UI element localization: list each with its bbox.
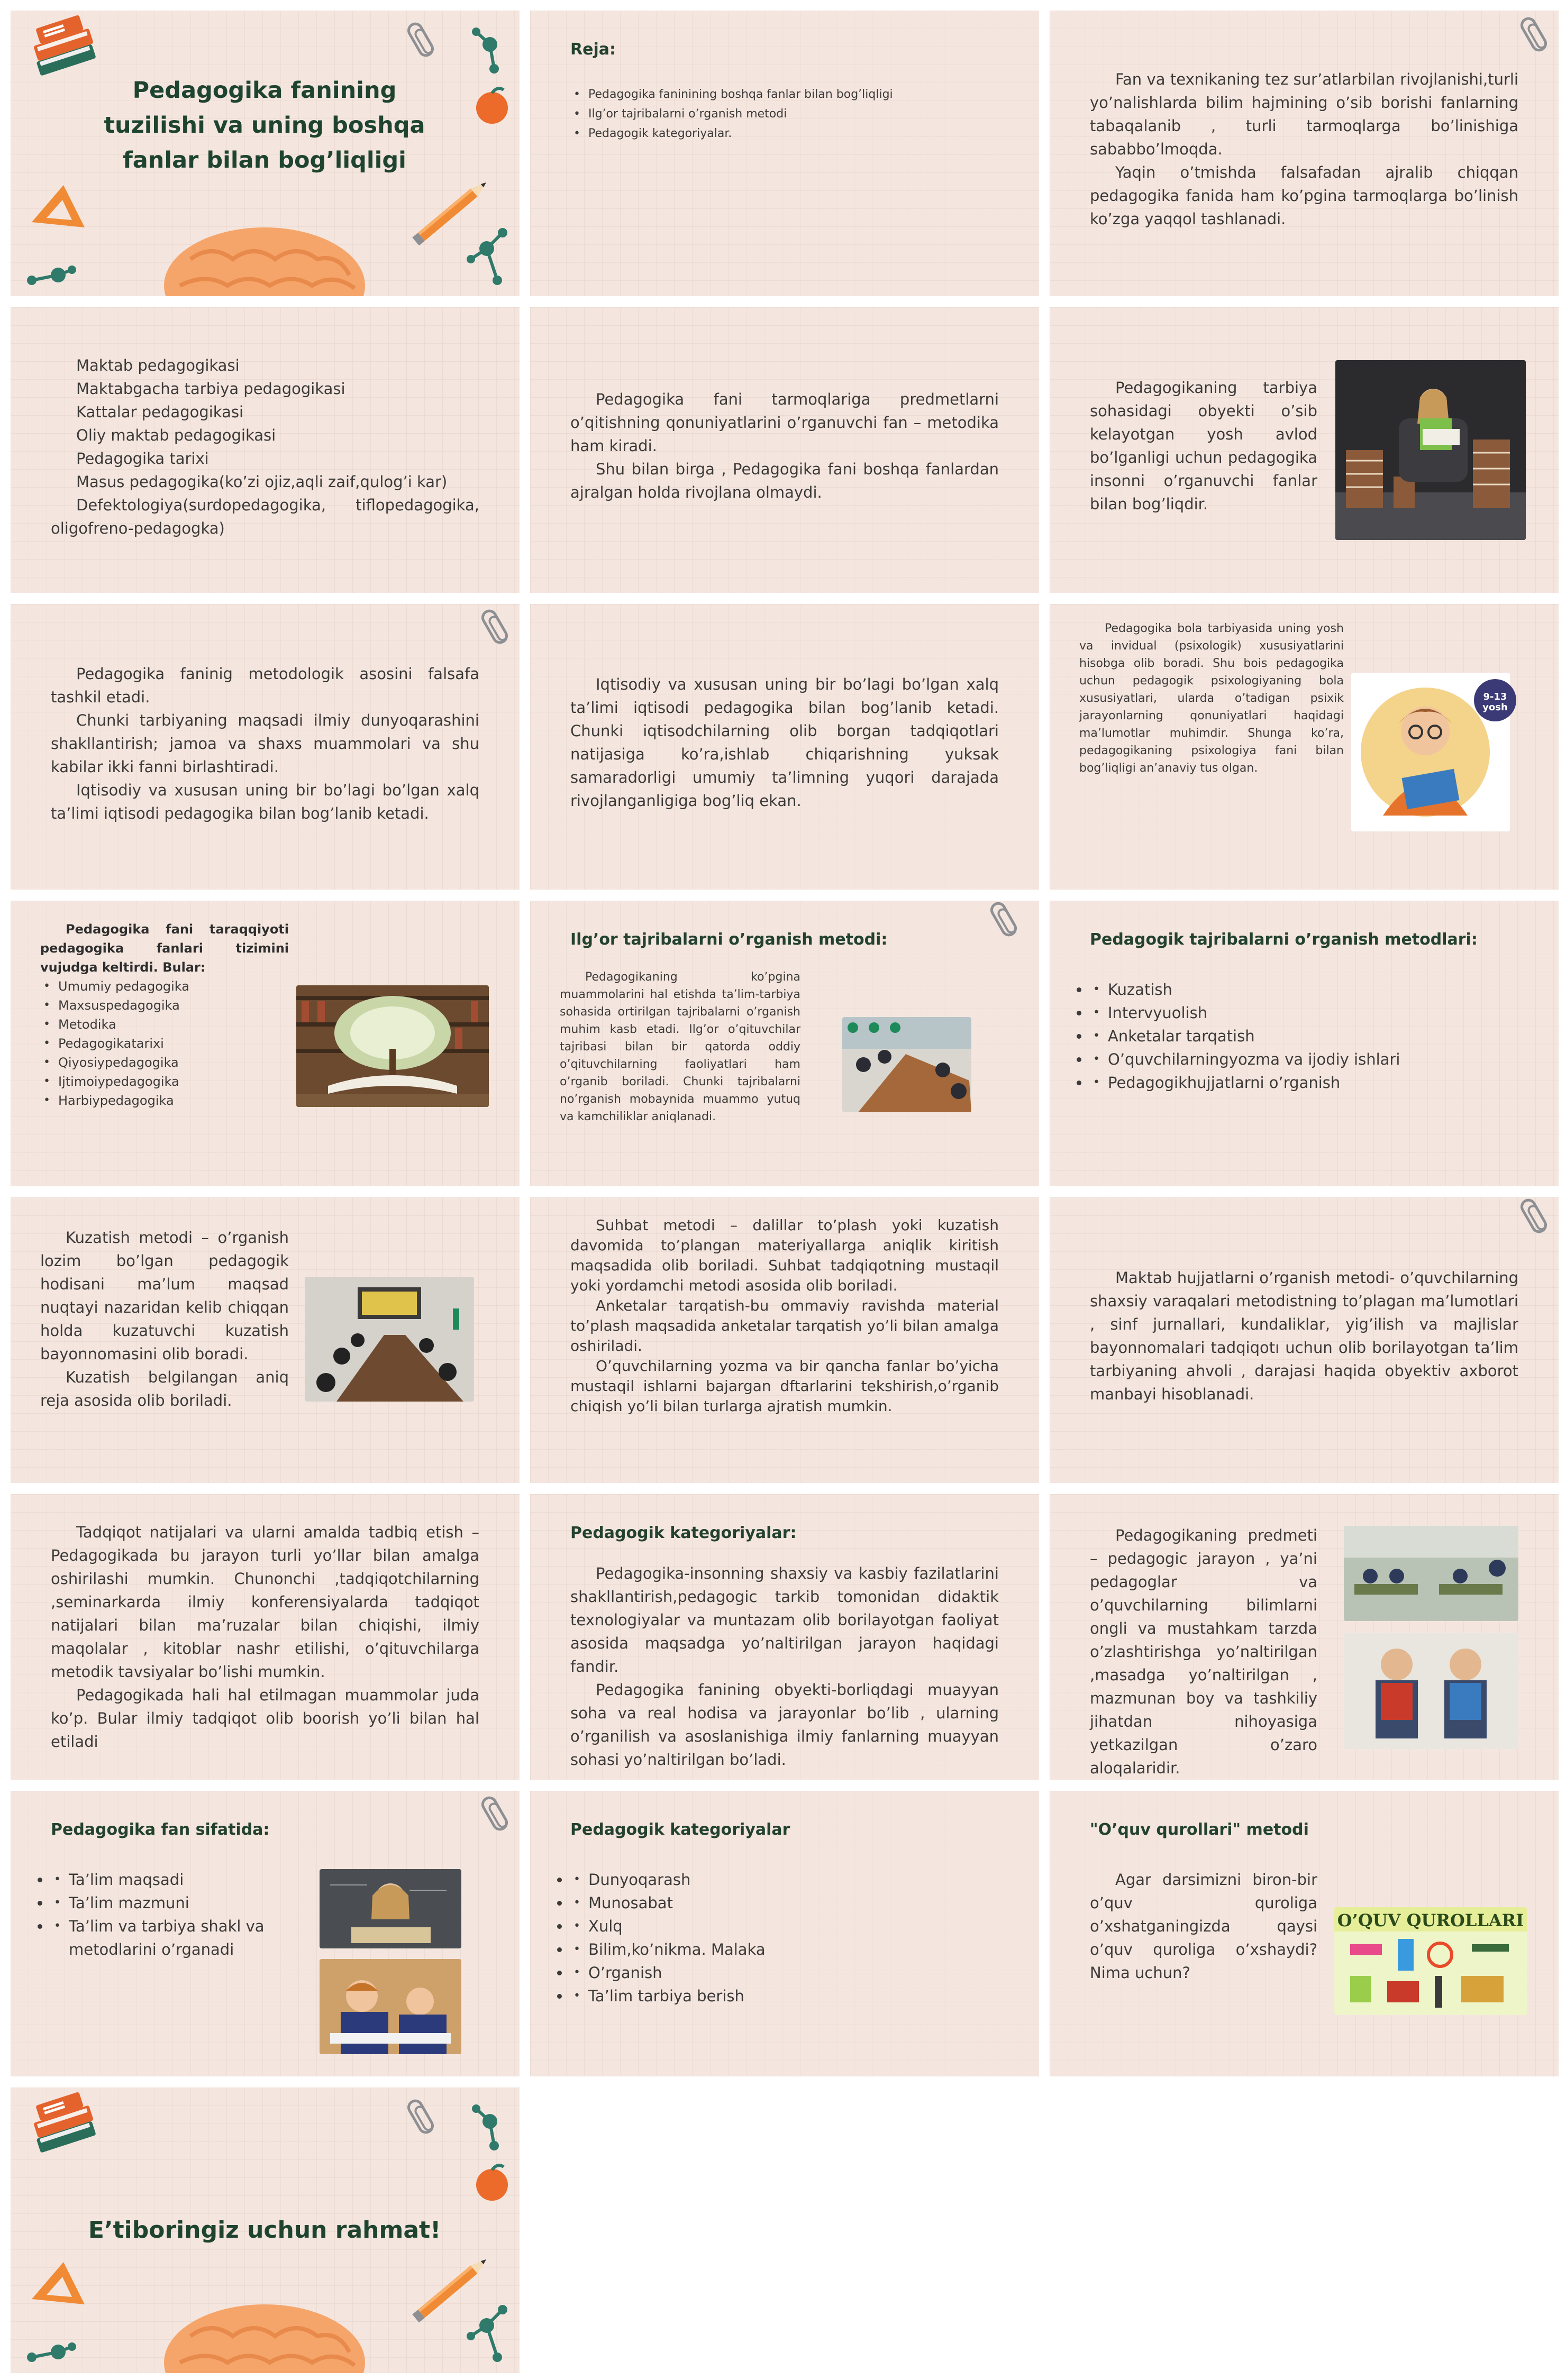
system-text (40, 920, 289, 1110)
category-item: • • Bilim,ko’nikma. Malaka (570, 1938, 999, 1961)
methods-list (1090, 978, 1518, 1094)
slide-branches (11, 307, 520, 593)
branch-item: Maktabgacha tarbiya pedagogikasi (76, 380, 345, 398)
slide-psychology (1050, 604, 1559, 890)
methods-heading: Pedagogik tajribalarni o’rganish metodlari: (1090, 930, 1478, 949)
system-list (40, 977, 289, 1110)
plan-item: • Ilg’or tajribalarni o’rganish metodi (570, 104, 893, 124)
economy-text (570, 673, 999, 812)
book-tree-photo (296, 985, 489, 1107)
observation-text (40, 1226, 289, 1412)
category-item: • • Munosabat (570, 1891, 999, 1915)
reading-books-photo (1335, 360, 1526, 540)
best-practice-text (560, 968, 800, 1125)
system-item: • Pedagogikatarixi (40, 1034, 289, 1053)
paragraph: Pedagogikaning tarbiya sohasidagi obyekti o’sib kelayotgan yosh avlod bo’lganligi uchun pedagogika insonni o’rganuvchi fanlar bilan bog’liqdir. (1090, 379, 1317, 513)
paragraph: Iqtisodiy va xususan uning bir bo’lagi bo’lgan xalq ta’limi iqtisodi pedagogika bilan bog’lanib ketadi. Chunki iqtisodchilarning olib borgan tadqiqotlari natijasiga ko’ra,ishlab chiqarishning yuksak samaradorligi umumiy ta’limning yuqori darajada rivojlanganligiga bog’liq ekan. (570, 675, 999, 810)
paragraph: Pedagogika bola tarbiyasida uning yosh va invidual (psixologik) xususiyatlarini hisobga olib boradi. Shu bois pedagogika uchun pedagogik psixologiyaning bola xususiyatlari, ularda o’tadigan psixik jarayonlarning qonuniyatlari haqidagi ma’lumotlar muhimdir. Shunga ko’ra, pedagogikaning psixologiya fani bilan bog’liqligi an’anaviy tus olgan. (1079, 622, 1344, 775)
category-item: • • Xulq (570, 1915, 999, 1938)
system-item: • Ijtimoiypedagogika (40, 1072, 289, 1091)
as-science-list (51, 1868, 284, 1961)
slide-school-supplies (1050, 1791, 1559, 2076)
slide-categories-definition (530, 1494, 1039, 1780)
object-text (1090, 376, 1317, 516)
pupils-writing-photo (320, 1959, 461, 2054)
slide-object (1050, 307, 1559, 593)
paragraph: Pedagogika fanining obyekti-borliqdagi muayyan soha va real hodisa va jarayonlar bo’lib , ularning o’rganilish va asoslanishiga ilmiy fanlarning muayyan sohasi yo’naltirilgan bo’ladi. (570, 1681, 999, 1769)
system-item: • Metodika (40, 1015, 289, 1034)
thanks-title: E’tiboringiz uchun rahmat! (88, 2217, 441, 2244)
categories-list (570, 1868, 999, 2008)
paperclip-icon (1518, 1197, 1550, 1236)
categories-list-heading: Pedagogik kategoriyalar (570, 1820, 790, 1839)
best-practice-heading: Ilg’or tajribalarni o’rganish metodi: (570, 930, 888, 949)
paragraph: Anketalar tarqatish-bu ommaviy ravishda material to’plash maqsadida anketalar tarqatish yo’li bilan amalga oshiriladi. (570, 1297, 999, 1354)
method-item: • • O’quvchilarningyozma va ijodiy ishlari (1090, 1048, 1518, 1071)
paragraph: Chunki tarbiyaning maqsadi ilmiy dunyoqarashini shakllantirish; jamoa va shaxs muammolari va shu kabilar ikki fanni birlashtiradi. (51, 711, 479, 776)
slide-methodology (11, 604, 520, 890)
slide-economy (530, 604, 1039, 890)
slide-as-science (11, 1791, 520, 2076)
slide-research (11, 1494, 520, 1780)
paragraph: Kuzatish metodi – o’rganish lozim bo’lgan pedagogik hodisani ma’lum maqsad nuqtayi nazaridan kelib chiqqan holda kuzatuvchi kuzatish bayonnomasini olib boradi. (40, 1229, 289, 1363)
as-science-heading: Pedagogika fan sifatida: (51, 1820, 270, 1839)
paragraph: Pedagogikada hali hal etilmagan muammolar juda ko’p. Bular ilmiy tadqiqot olib boorish yo’li bilan hal etiladi (51, 1686, 479, 1751)
paragraph: Pedagogikaning ko’pgina muammolarini hal etishda ta’lim-tarbiya sohasida ortirilgan tajribalarni o’rganish muhim kasb etadi. Ilg’or o’qituvchilar tajribasi bilan bir qatorda oddiy o’qituvchilarning faoliyatlari ham o’rganib boriladi. Chunki tajribalarni no’rganish mobaynida muammo yutuq va kamchiliklar aniqlanadi. (560, 971, 800, 1123)
classroom-meeting-photo (842, 1017, 971, 1112)
slide-pedagogy-system (11, 901, 520, 1186)
plan-list (570, 85, 893, 143)
slide-categories-list (530, 1791, 1039, 2076)
science-item: • • Ta’lim maqsadi (51, 1868, 284, 1891)
slide-observation (11, 1197, 520, 1483)
paragraph: Pedagogika-insonning shaxsiy va kasbiy fazilatlarini shakllantirish,pedagogic tarkib tomonidan didaktik texnologiyalar va muntazam olib borilayotgan faoliyat asosida maqsadga yo’naltirilgan jarayon haqidagi fandir. (570, 1564, 999, 1676)
slide-methods-list (1050, 901, 1559, 1186)
category-item: • • O’rganish (570, 1961, 999, 1984)
age-badge-label: 9-13 yosh (1482, 691, 1508, 713)
paragraph: Agar darsimizni biron-bir o’quv quroliga o’xshatganingizda qaysi o’quv quroliga o’xshaydi? Nima uchun? (1090, 1871, 1317, 1982)
interview-text (570, 1215, 999, 1416)
paragraph: Pedagogika faninig metodologik asosini falsafa tashkil etadi. (51, 665, 479, 706)
poster-title: O’QUV QUROLLARI (1337, 1910, 1524, 1930)
schoolchildren-photo (1344, 1633, 1518, 1749)
slide-methodika (530, 307, 1039, 593)
paragraph: Tadqiqot natijalari va ularni amalda tadbiq etish – Pedagogikada bu jarayon turli yo’llar bilan amalga oshirilashi mumkin. Chunonchi ,tadqiqotchilarning ,seminarkarda ilmiy konferensiyalarda tadqiqot natijalari bilan ma’ruzalar bilan chiqishi, ilmiy maqolalar , kitoblar nashr etilishi, o’qituvchilarga metodik tavsiyalar bo’lishi mumkin. (51, 1523, 479, 1681)
paragraph: Maktab hujjatlarni o’rganish metodi- o’quvchilarning shaxsiy varaqalari metodistning to’plagan ma’lumotlari , sinf jurnallari, kundaliklar, yig’ilish va majlislar bayonnomalari tadqiqotı uchun olib borilayotgan ta’lim tarbiyaning ahvoli , darajasi haqida obyektiv axborot manbayi hisoblanadi. (1090, 1269, 1518, 1403)
paragraph: O’quvchilarning yozma va bir qancha fanlar bo’yicha mustaqil ishlarni bajargan dftarlarini tekshirish,o’rganib chiqish yo’li bilan turlarga ajratish mumkin. (570, 1357, 999, 1415)
paragraph: Iqtisodiy va xususan uning bir bo’lagi bo’lgan xalq ta’limi iqtisodi pedagogika bilan bog’lanib ketadi. (51, 781, 479, 822)
slide-plan (530, 11, 1039, 296)
branch-item: Defektologiya(surdopedagogika, tiflopedagogika, oligofreno-pedagogka) (51, 496, 479, 537)
system-item: • Harbiypedagogika (40, 1091, 289, 1110)
branch-item: Kattalar pedagogikasi (76, 403, 244, 421)
paragraph: Kuzatish belgilangan aniq reja asosida olib boriladi. (40, 1368, 289, 1409)
categories-text (570, 1562, 999, 1771)
method-item: • • Anketalar tarqatish (1090, 1024, 1518, 1048)
category-item: • • Dunyoqarash (570, 1868, 999, 1891)
research-text (51, 1521, 479, 1753)
categories-heading: Pedagogik kategoriyalar: (570, 1524, 797, 1542)
documents-text (1090, 1266, 1518, 1406)
science-item: • • Ta’lim va tarbiya shakl va metodlarini o’rganadi (51, 1915, 284, 1961)
branch-item: Pedagogika tarixi (76, 450, 209, 468)
system-lead: Pedagogika fani taraqqiyoti pedagogika fanlari tizimini vujudga keltirdi. Bular: (40, 922, 289, 975)
plan-heading: Reja: (570, 40, 616, 59)
system-item: • Qiyosiypedagogika (40, 1053, 289, 1072)
paperclip-icon (988, 901, 1020, 939)
slide-thanks (11, 2088, 520, 2373)
classroom-photo (1344, 1526, 1518, 1621)
branch-item: Oliy maktab pedagogikasi (76, 426, 276, 444)
methodology-text (51, 662, 479, 825)
seminar-room-photo (305, 1277, 474, 1402)
paperclip-icon (479, 1793, 511, 1834)
branch-item: Masus pedagogika(ko’zi ojiz,aqli zaif,qulog’i kar) (76, 473, 448, 491)
paragraph: Pedagogikaning predmeti – pedagogic jarayon , ya’ni pedagoglar va o’quvchilarning bilimlarni ongli va mustahkam tarzda o’zlashtirishga yo’naltirilgan ,masadga yo’naltirilgan , mazmunan boy va tashkiliy jihatdan nihoyasiga yetkazilgan o’zaro aloqalaridir. (1090, 1526, 1317, 1777)
methodika-text (570, 388, 999, 504)
slide-best-practice (530, 901, 1039, 1186)
paperclip-icon (1518, 14, 1550, 54)
psychology-text (1079, 620, 1344, 777)
plan-item: • Pedagogika faninining boshqa fanlar bilan bog’liqligi (570, 85, 893, 104)
paragraph: Suhbat metodi – dalillar to’plash yoki kuzatish davomida to’plangan materiyallarga aniqlik kiritish maqsadida olib boriladi. Suhbat tadqiqotning mustaqil yoki yordamchi metodi asosida olib boriladi. (570, 1216, 999, 1294)
system-item: • Umumiy pedagogika (40, 977, 289, 996)
paragraph: Shu bilan birga , Pedagogika fani boshqa fanlardan ajralgan holda rivojlana olmaydi. (570, 460, 999, 501)
science-item: • • Ta’lim mazmuni (51, 1891, 284, 1915)
supplies-heading: "O’quv qurollari" metodi (1090, 1820, 1309, 1839)
supplies-text (1090, 1868, 1317, 1984)
slide-intro (1050, 11, 1559, 296)
intro-text (1090, 68, 1518, 231)
method-item: • • Kuzatish (1090, 978, 1518, 1001)
branch-item: Maktab pedagogikasi (76, 356, 240, 374)
paragraph: Yaqin o’tmishda falsafadan ajralib chiqqan pedagogika fanida ham ko’pgina tarmoqlarga bo’linish ko’zga yaqqol tashlanadi. (1090, 163, 1518, 228)
slide-interview (530, 1197, 1039, 1483)
category-item: • • Ta’lim tarbiya berish (570, 1984, 999, 2008)
paragraph: Fan va texnikaning tez sur’atlarbilan rivojlanishi,turli yo’nalishlarda bilim hajmining o’sib borishi fanlarning tabaqalanib , turli tarmoqlarga bo’linishiga sababbo’lmoqda. (1090, 70, 1518, 158)
method-item: • • Intervyuolish (1090, 1001, 1518, 1024)
student-studying-photo (320, 1869, 461, 1948)
method-item: • • Pedagogikhujjatlarni o’rganish (1090, 1071, 1518, 1094)
slide-documents (1050, 1197, 1559, 1483)
paragraph: Pedagogika fani tarmoqlariga predmetlarni o’qitishning qonuniyatlarini o’rganuvchi fan – metodika ham kiradi. (570, 390, 999, 455)
subject-text (1090, 1524, 1317, 1780)
branches-list (51, 354, 479, 540)
paperclip-icon (479, 607, 511, 647)
slide-title (11, 11, 520, 296)
plan-item: • Pedagogik kategoriyalar. (570, 124, 893, 143)
presentation-title: Pedagogika fanining tuzilishi va uning boshqa fanlar bilan bog’liqligi (104, 77, 425, 173)
system-item: • Maxsuspedagogika (40, 996, 289, 1015)
slide-subject (1050, 1494, 1559, 1780)
